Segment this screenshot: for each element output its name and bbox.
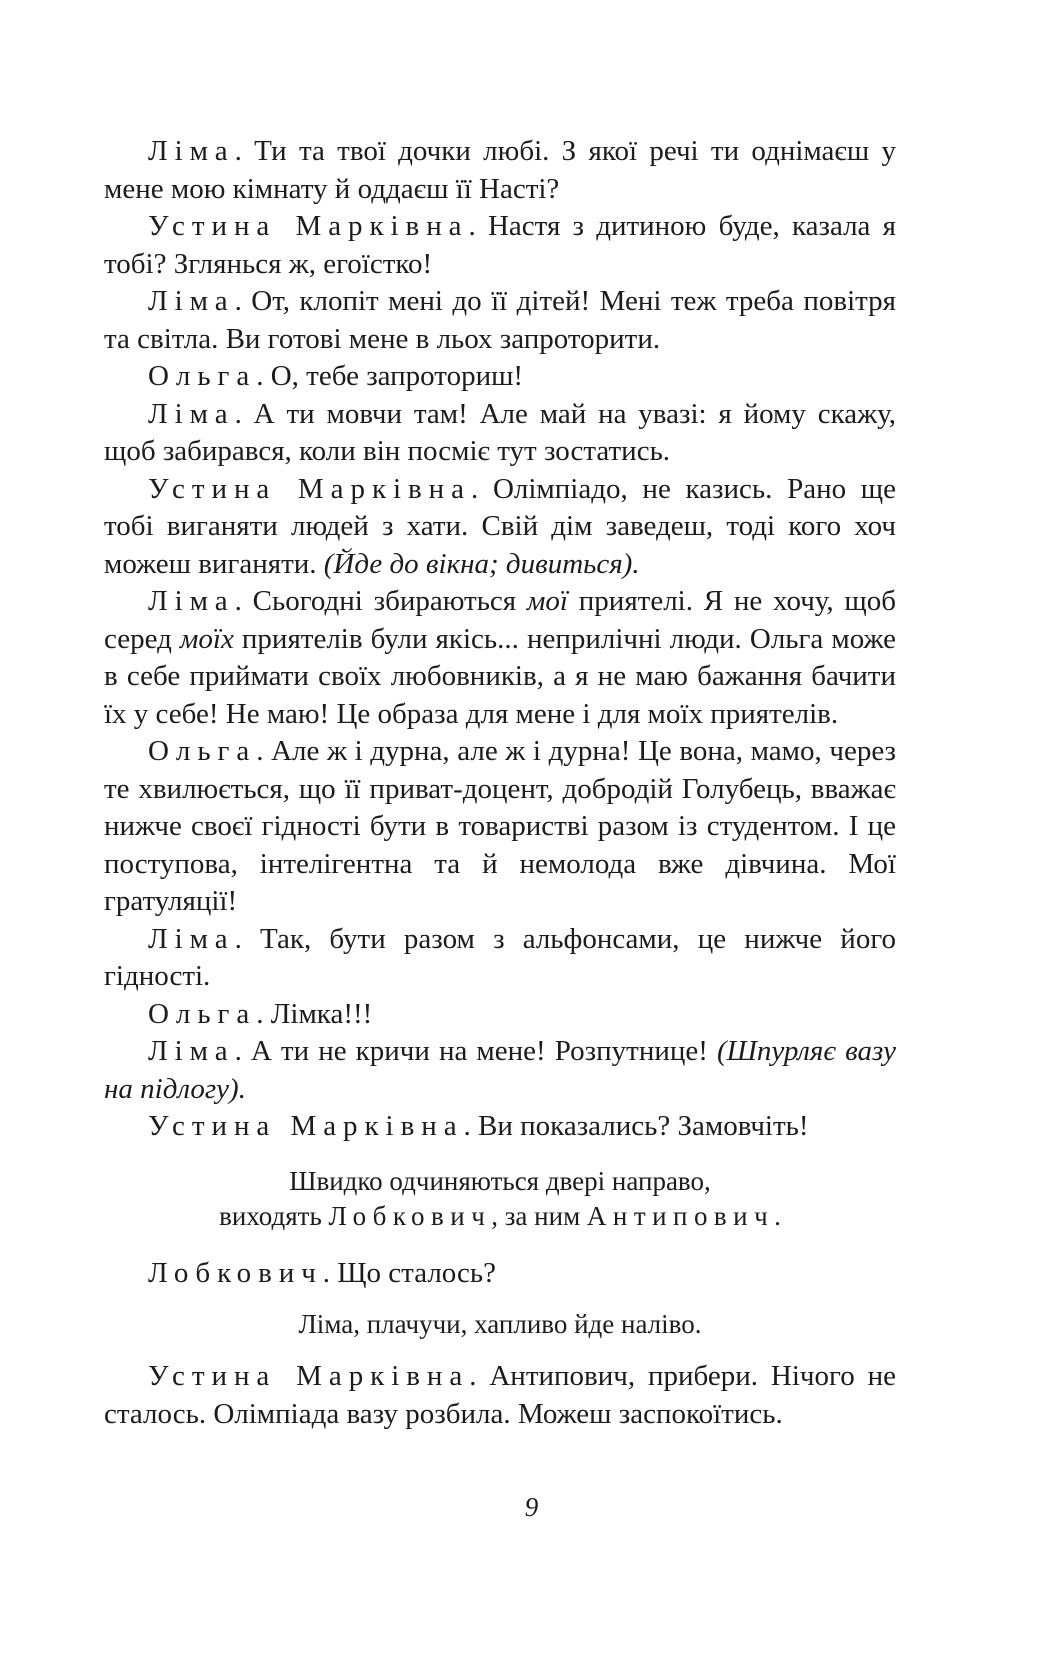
stage-text: виходять [219,1200,329,1231]
replica-lima-4 [104,583,896,733]
speaker-name: Ліма [148,397,235,430]
page-number: 9 [524,1492,539,1522]
emphasis: моїх [179,622,234,655]
replica-olha-1 [104,358,896,396]
stage-direction-lima-exit [104,1307,896,1342]
replica-text: . Ти та твої дочки любі. З якої речі ти однімаєш у мене мою кімнату й оддаєш її Насті? [104,135,896,205]
speaker-name: Лобкович [148,1256,323,1289]
speaker-name: Ольга [148,735,257,767]
speaker-name: Ліма [148,922,235,955]
stage-direction-line [104,1199,896,1234]
replica-ustyna-1 [104,208,896,283]
replica-text: . Що сталось? [322,1256,496,1289]
replica-text: приятелів були якісь... неприлічні люди. Ольга може в себе приймати своїх любовників, а я не маю бажання бачити їх у себе! Не маю! Це образа для мене і для моїх приятелів. [104,622,896,730]
speaker-name: Устина Марківна [148,1110,464,1142]
play-text [104,133,896,1433]
replica-ustyna-3 [104,1108,896,1146]
speaker-name: Ліма [148,1035,235,1067]
replica-text: . Антипович, прибери. Нічого не сталось. Олімпіада вазу розбила. Можеш заспокоїтись. [104,1360,896,1430]
replica-text: приятелі. Я не хочу, щоб серед [104,585,896,655]
speaker-name: Ліма [148,585,235,617]
replica-text: . От, клопіт мені до її дітей! Мені теж треба повітря та світла. Ви готові мене в льох запроторити. [104,285,896,355]
speaker-name: Устина Марківна [148,472,471,505]
replica-text: . Олімпіадо, не казись. Рано ще тобі виганяти людей з хати. Свій дім заведеш, тоді кого хоч можеш виганяти. [104,472,896,580]
replica-text: . Так, бути разом з альфонсами, це нижче його гідності. [104,922,896,992]
replica-ustyna-4 [104,1358,896,1433]
stage-text: , за ним [491,1200,587,1231]
replica-lobkovych-1 [104,1255,896,1293]
character-name: Антипович [586,1200,775,1231]
replica-text: . Але ж і дурна, але ж і дурна! Це вона, мамо, через те хвилюється, що її приват-доцент, добродій Голубець, вважає нижче своєї гідності бути в товаристві разом із студентом. І це поступова, інтелігентна та й немолода вже дівчина. Мої гратуляції! [104,735,896,917]
replica-text: . О, тебе запроториш! [256,360,524,392]
speaker-name: Ліма [148,135,235,167]
replica-lima-3 [104,396,896,471]
replica-lima-5 [104,921,896,996]
speaker-name: Ліма [148,285,235,317]
replica-text: . А ти не кричи на мене! Розпутнице! [234,1035,717,1067]
replica-text: . Ви показались? Замовчіть! [463,1110,809,1142]
stage-direction-doors [104,1164,896,1234]
character-name: Лобкович [328,1200,492,1231]
stage-direction-line: Швидко одчиняються двері направо, [289,1165,711,1196]
replica-olha-2 [104,733,896,921]
stage-remark: (Шпурляє вазу на підлогу). [104,1035,897,1105]
replica-text: . Сьогодні збираються [234,585,527,617]
stage-remark: (Йде до вікна; дивиться). [323,547,640,580]
emphasis: мої [526,585,568,617]
speaker-name: Устина Марківна [148,210,469,242]
replica-olha-3 [104,996,896,1034]
stage-direction-line: Ліма, плачучи, хапливо йде наліво. [298,1309,702,1339]
speaker-name: Ольга [148,997,257,1030]
replica-text: . Настя з дитиною буде, казала я тобі? Зглянься ж, егоїстко! [104,210,896,280]
replica-lima-1 [104,133,896,208]
replica-text: . А ти мовчи там! Але май на увазі: я йому скажу, щоб забирався, коли він посміє тут зостатись. [104,397,896,467]
stage-text: . [774,1200,781,1231]
replica-text: . Лімка!!! [256,997,373,1030]
replica-lima-2 [104,283,896,358]
replica-ustyna-2 [104,471,896,584]
replica-lima-6 [104,1033,896,1108]
speaker-name: Устина Марківна [148,1360,470,1392]
speaker-name: Ольга [148,360,257,392]
